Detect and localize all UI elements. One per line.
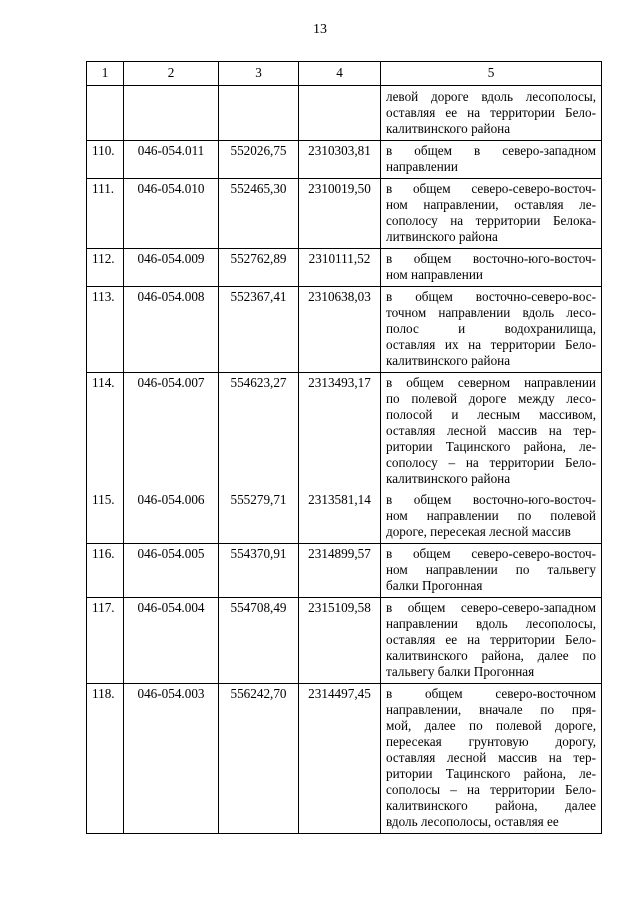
coordinate-x: 554370,91	[219, 544, 299, 598]
table-row	[87, 684, 602, 834]
description-line: по полевой дороге между лесо-	[386, 391, 596, 406]
description-line: калитвинского района	[386, 353, 511, 368]
description-line: сополосу – на территории Бело-	[386, 455, 596, 470]
row-number: 113.	[87, 287, 124, 373]
description-line: в общем восточно-юго-восточ-	[386, 251, 596, 266]
direction-description	[381, 179, 602, 249]
direction-description	[381, 490, 602, 544]
direction-description	[381, 249, 602, 287]
table-row	[87, 490, 602, 544]
point-code: 046-054.011	[124, 141, 219, 179]
description-line: в общем северо-восточном	[386, 686, 596, 701]
table-row	[87, 287, 602, 373]
description-line: оставляя лесной массив на тер-	[386, 750, 596, 765]
description-line: в общем восточно-северо-вос-	[386, 289, 596, 304]
row-number: 117.	[87, 598, 124, 684]
table-row	[87, 544, 602, 598]
description-line: пересекая грунтовую дорогу,	[386, 734, 596, 749]
continuation-row	[87, 86, 602, 141]
point-code: 046-054.006	[124, 490, 219, 544]
point-code: 046-054.004	[124, 598, 219, 684]
point-code: 046-054.008	[124, 287, 219, 373]
header-col-3: 3	[219, 62, 299, 86]
coordinate-y: 2313581,14	[299, 490, 381, 544]
coordinates-table	[86, 61, 602, 834]
point-code: 046-054.010	[124, 179, 219, 249]
description-line: левой дороге вдоль лесополосы,	[386, 89, 596, 104]
page-number: 13	[313, 22, 327, 37]
table-row	[87, 141, 602, 179]
point-code: 046-054.003	[124, 684, 219, 834]
point-code: 046-054.007	[124, 373, 219, 491]
point-code: 046-054.009	[124, 249, 219, 287]
coordinate-x: 555279,71	[219, 490, 299, 544]
direction-description	[381, 141, 602, 179]
description-line: точном направлении вдоль лесо-	[386, 305, 596, 320]
table-row	[87, 373, 602, 491]
direction-description	[381, 373, 602, 491]
direction-description	[381, 598, 602, 684]
description-line: вдоль лесополосы, оставляя ее	[386, 814, 559, 829]
continuation-y	[299, 86, 381, 141]
header-col-4: 4	[299, 62, 381, 86]
row-number: 118.	[87, 684, 124, 834]
table-row	[87, 598, 602, 684]
description-line: ритории Тацинского района, ле-	[386, 766, 596, 781]
description-line: оставляя ее на территории Бело-	[386, 632, 596, 647]
coordinate-y: 2315109,58	[299, 598, 381, 684]
description-line: в общем северо-северо-западном	[386, 600, 596, 615]
continuation-code	[124, 86, 219, 141]
description-line: калитвинского района, далее по	[386, 648, 596, 663]
description-line: ном направлении по полевой	[386, 508, 596, 523]
description-line: в общем в северо-западном	[386, 143, 596, 158]
table-row	[87, 249, 602, 287]
coordinate-y: 2310019,50	[299, 179, 381, 249]
description-line: в общем северо-северо-восточ-	[386, 546, 596, 561]
description-line: направлении, вначале по пря-	[386, 702, 596, 717]
description-line: ном направлении	[386, 267, 483, 282]
row-number: 116.	[87, 544, 124, 598]
coordinate-x: 552762,89	[219, 249, 299, 287]
description-line: ном направлении, оставляя ле-	[386, 197, 596, 212]
continuation-description	[381, 86, 602, 141]
coordinate-x: 552367,41	[219, 287, 299, 373]
header-col-2: 2	[124, 62, 219, 86]
description-line: дороге, пересекая лесной массив	[386, 524, 571, 539]
table-header-row	[87, 62, 602, 86]
point-code: 046-054.005	[124, 544, 219, 598]
description-line: ритории Тацинского района, ле-	[386, 439, 596, 454]
description-line: оставляя их на территории Бело-	[386, 337, 596, 352]
direction-description	[381, 287, 602, 373]
description-line: ном направлении по тальвегу	[386, 562, 596, 577]
description-line: направлении вдоль лесополосы,	[386, 616, 596, 631]
description-line: полосой и лесным массивом,	[386, 407, 596, 422]
description-line: калитвинского района	[386, 471, 511, 486]
coordinate-x: 554708,49	[219, 598, 299, 684]
coordinate-y: 2313493,17	[299, 373, 381, 491]
description-line: калитвинского района, далее	[386, 798, 596, 813]
coordinate-x: 552026,75	[219, 141, 299, 179]
description-line: балки Прогонная	[386, 578, 483, 593]
description-line: сополосы – на территории Бело-	[386, 782, 596, 797]
coordinate-y: 2314899,57	[299, 544, 381, 598]
row-number: 114.	[87, 373, 124, 491]
description-line: калитвинского района	[386, 121, 511, 136]
coordinate-x: 556242,70	[219, 684, 299, 834]
direction-description	[381, 684, 602, 834]
coordinate-y: 2310638,03	[299, 287, 381, 373]
header-col-1: 1	[87, 62, 124, 86]
description-line: направлении	[386, 159, 458, 174]
description-line: в общем северном направлении	[386, 375, 596, 390]
description-line: в общем восточно-юго-восточ-	[386, 492, 596, 507]
description-line: оставляя ее на территории Бело-	[386, 105, 596, 120]
direction-description	[381, 544, 602, 598]
description-line: полос и водохранилища,	[386, 321, 596, 336]
description-line: мой, далее по полевой дороге,	[386, 718, 596, 733]
description-line: оставляя лесной массив на тер-	[386, 423, 596, 438]
row-number: 115.	[87, 490, 124, 544]
row-number: 110.	[87, 141, 124, 179]
description-line: сополосу на территории Белока-	[386, 213, 596, 228]
description-line: литвинского района	[386, 229, 498, 244]
coordinate-x: 552465,30	[219, 179, 299, 249]
header-col-5: 5	[381, 62, 602, 86]
coordinate-y: 2310111,52	[299, 249, 381, 287]
row-number: 111.	[87, 179, 124, 249]
continuation-num	[87, 86, 124, 141]
continuation-x	[219, 86, 299, 141]
row-number: 112.	[87, 249, 124, 287]
description-line: тальвегу балки Прогонная	[386, 664, 535, 679]
table-row	[87, 179, 602, 249]
coordinate-y: 2310303,81	[299, 141, 381, 179]
description-line: в общем северо-северо-восточ-	[386, 181, 596, 196]
coordinate-x: 554623,27	[219, 373, 299, 491]
coordinate-y: 2314497,45	[299, 684, 381, 834]
